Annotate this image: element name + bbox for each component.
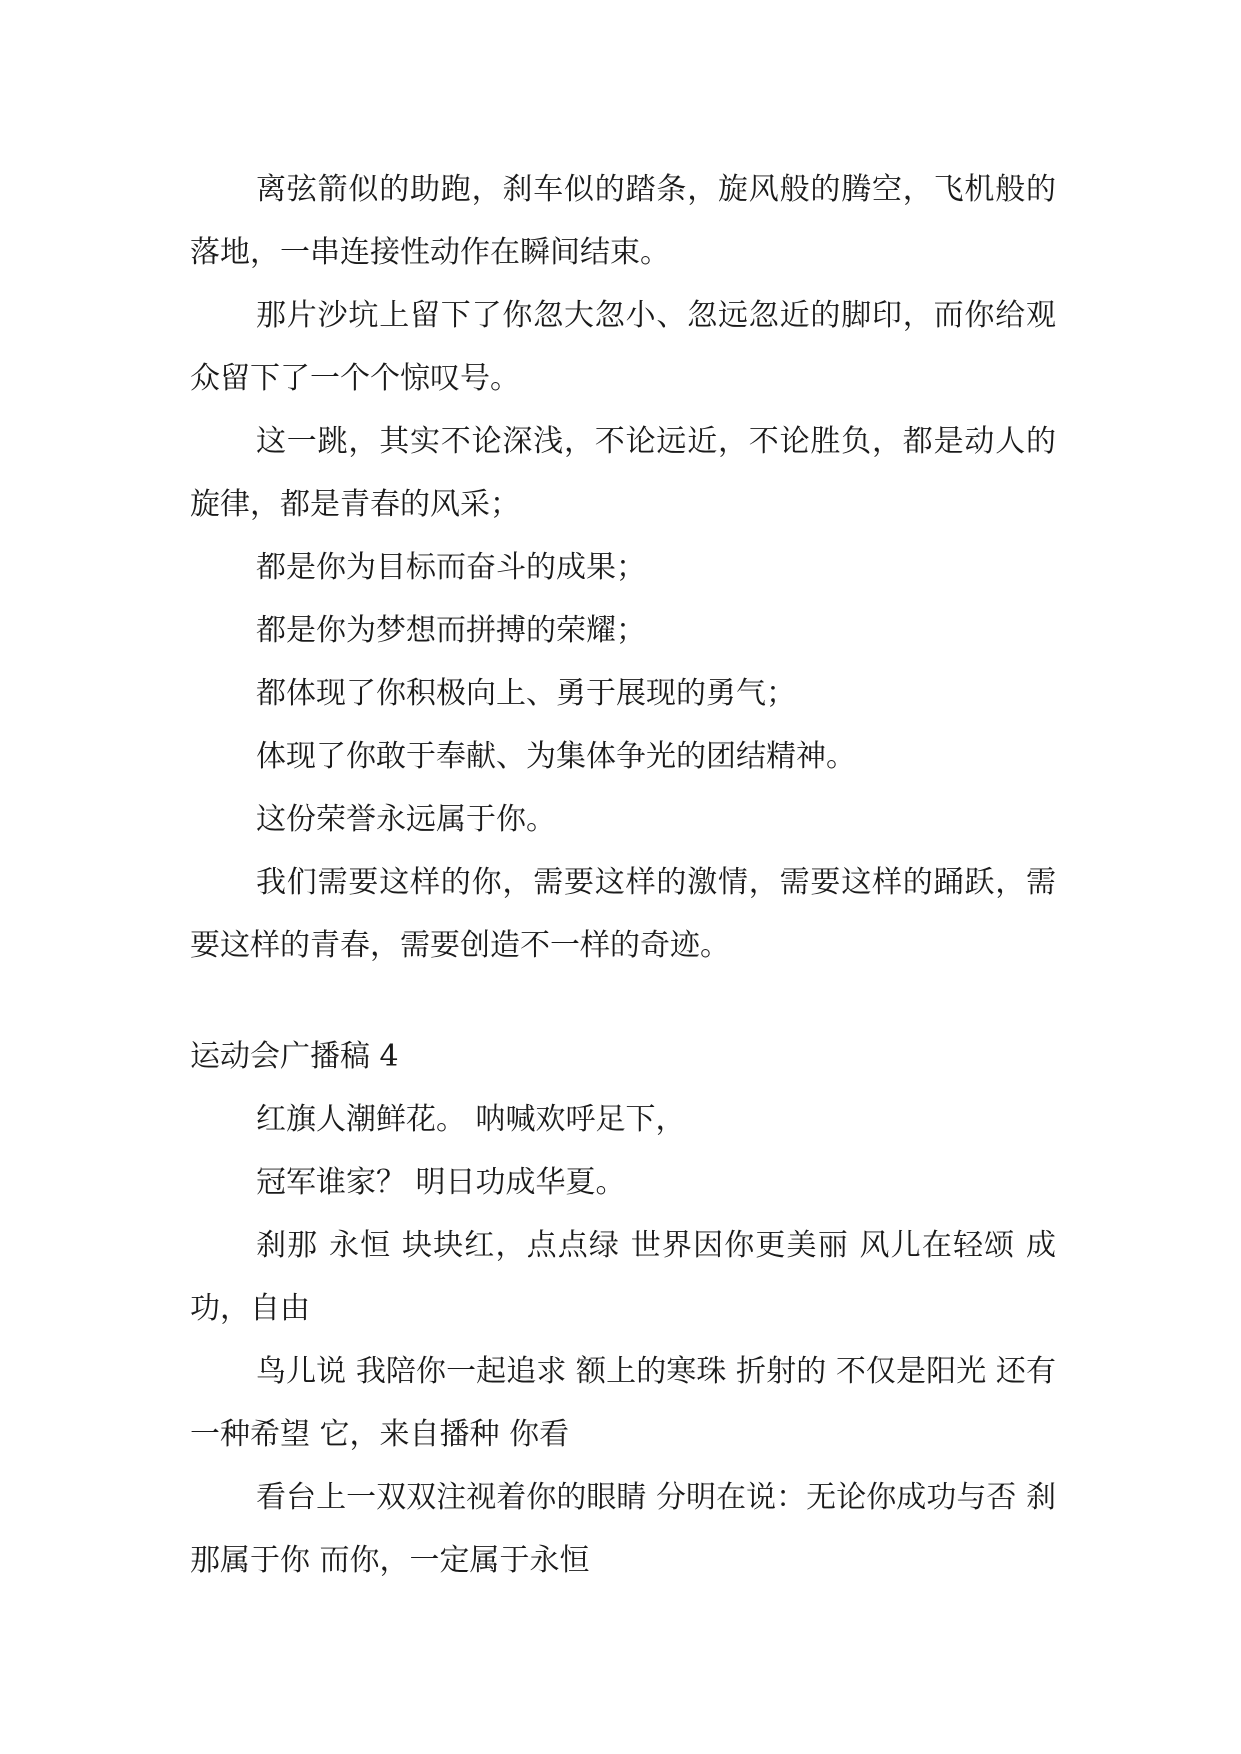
- paragraph-9: 我们需要这样的你，需要这样的激情，需要这样的踊跃，需要这样的青春，需要创造不一样的奇迹。: [190, 865, 1056, 963]
- paragraph-8: 这份荣誉永远属于你。: [256, 802, 556, 837]
- paragraph-5: 都是你为梦想而拼搏的荣耀；: [256, 613, 646, 648]
- paragraph-12: 刹那 永恒 块块红，点点绿 世界因你更美丽 风儿在轻颂 成功，自由: [190, 1228, 1056, 1326]
- paragraph-13: 鸟儿说 我陪你一起追求 额上的寒珠 折射的 不仅是阳光 还有一种希望 它，来自播种 你看: [190, 1354, 1056, 1452]
- document-body: [190, 158, 1056, 1592]
- paragraph-14: 看台上一双双注视着你的眼睛 分明在说：无论你成功与否 刹那属于你 而你，一定属于永恒: [190, 1480, 1056, 1578]
- paragraph-7: 体现了你敢于奉献、为集体争光的团结精神。: [256, 739, 856, 774]
- paragraph-11: 冠军谁家？ 明日功成华夏。: [256, 1165, 626, 1200]
- paragraph-3: 这一跳，其实不论深浅，不论远近，不论胜负，都是动人的旋律，都是青春的风采；: [190, 424, 1056, 522]
- paragraph-10: 红旗人潮鲜花。 呐喊欢呼足下，: [256, 1102, 686, 1137]
- paragraph-4: 都是你为目标而奋斗的成果；: [256, 550, 646, 585]
- paragraph-2: 那片沙坑上留下了你忽大忽小、忽远忽近的脚印，而你给观众留下了一个个惊叹号。: [190, 298, 1056, 396]
- section-title: 运动会广播稿 4: [190, 1039, 399, 1074]
- paragraph-1: 离弦箭似的助跑，刹车似的踏条，旋风般的腾空，飞机般的落地，一串连接性动作在瞬间结束。: [190, 172, 1056, 270]
- paragraph-6: 都体现了你积极向上、勇于展现的勇气；: [256, 676, 796, 711]
